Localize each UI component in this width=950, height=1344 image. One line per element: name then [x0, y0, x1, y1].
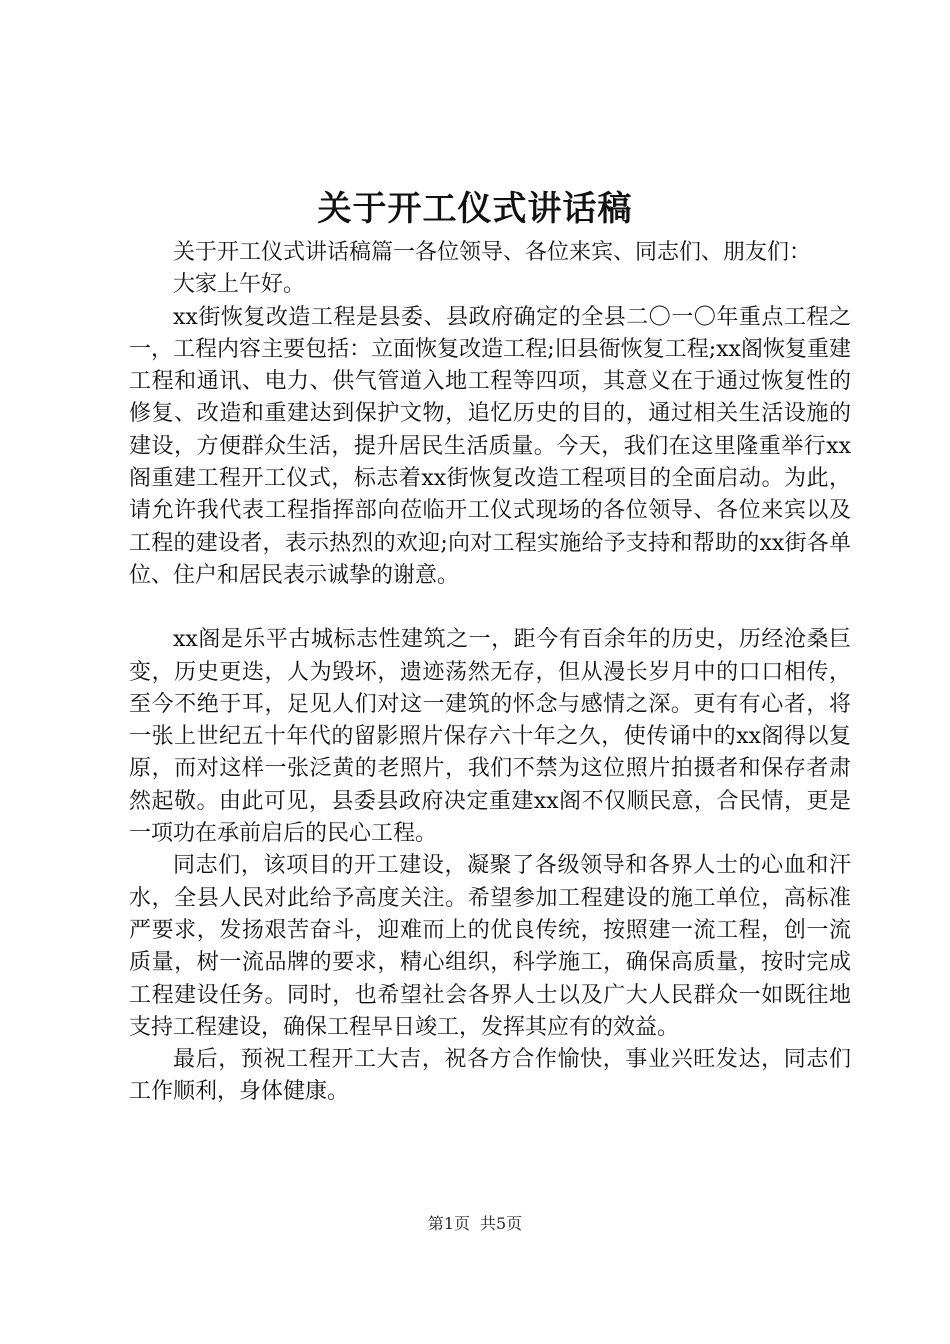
document-title: 关于开工仪式讲话稿 — [317, 189, 633, 229]
paragraph-closing: 最后，预祝工程开工大吉，祝各方合作愉快，事业兴旺发达，同志们工作顺利，身体健康。 — [129, 1047, 851, 1105]
page-total: 共5页 — [480, 1214, 523, 1233]
paragraph-expectations: 同志们，该项目的开工建设，凝聚了各级领导和各界人士的心血和汗水，全县人民对此给予高度关注。希望参加工程建设的施工单位，高标准严要求，发扬艰苦奋斗，迎难而上的优良传统，按照建一流工程，创一流质量，树一流品牌的要求，精心组织，科学施工，确保高质量，按时完成工程建设任务。同时，也希望社会各界人士以及广大人民群众一如既往地支持工程建设，确保工程早日竣工，发挥其应有的效益。 — [129, 853, 851, 1040]
paragraph-project-intro: xx街恢复改造工程是县委、县政府确定的全县二〇一〇年重点工程之一，工程内容主要包括：立面恢复改造工程;旧县衙恢复工程;xx阁恢复重建工程和通讯、电力、供气管道入地工程等四项，其意义在于通过恢复性的修复、改造和重建达到保护文物，追忆历史的目的，通过相关生活设施的建设，方便群众生活，提升居民生活质量。今天，我们在这里隆重举行xx阁重建工程开工仪式，标志着xx街恢复改造工程项目的全面启动。为此，请允许我代表工程指挥部向莅临开工仪式现场的各位领导、各位来宾以及工程的建设者，表示热烈的欢迎;向对工程实施给予支持和帮助的xx街各单位、住户和居民表示诚挚的谢意。 — [129, 304, 851, 588]
paragraph-salutation: 大家上午好。 — [173, 272, 306, 298]
page-number: 第1页 — [427, 1214, 470, 1233]
paragraph-greeting: 关于开工仪式讲话稿篇一各位领导、各位来宾、同志们、朋友们： — [173, 240, 812, 265]
paragraph-history: xx阁是乐平古城标志性建筑之一，距今有百余年的历史，历经沧桑巨变，历史更迭，人为毁坏，遗迹荡然无存，但从漫长岁月中的口口相传，至今不绝于耳，足见人们对这一建筑的怀念与感情之深。更有有心者，将一张上世纪五十年代的留影照片保存六十年之久，使传诵中的xx阁得以复原，而对这样一张泛黄的老照片，我们不禁为这位照片拍摄者和保存者肃然起敬。由此可见，县委县政府决定重建xx阁不仅顺民意，合民情，更是一项功在承前启后的民心工程。 — [129, 627, 851, 847]
page-footer — [0, 1213, 950, 1235]
document-body — [129, 237, 851, 1109]
